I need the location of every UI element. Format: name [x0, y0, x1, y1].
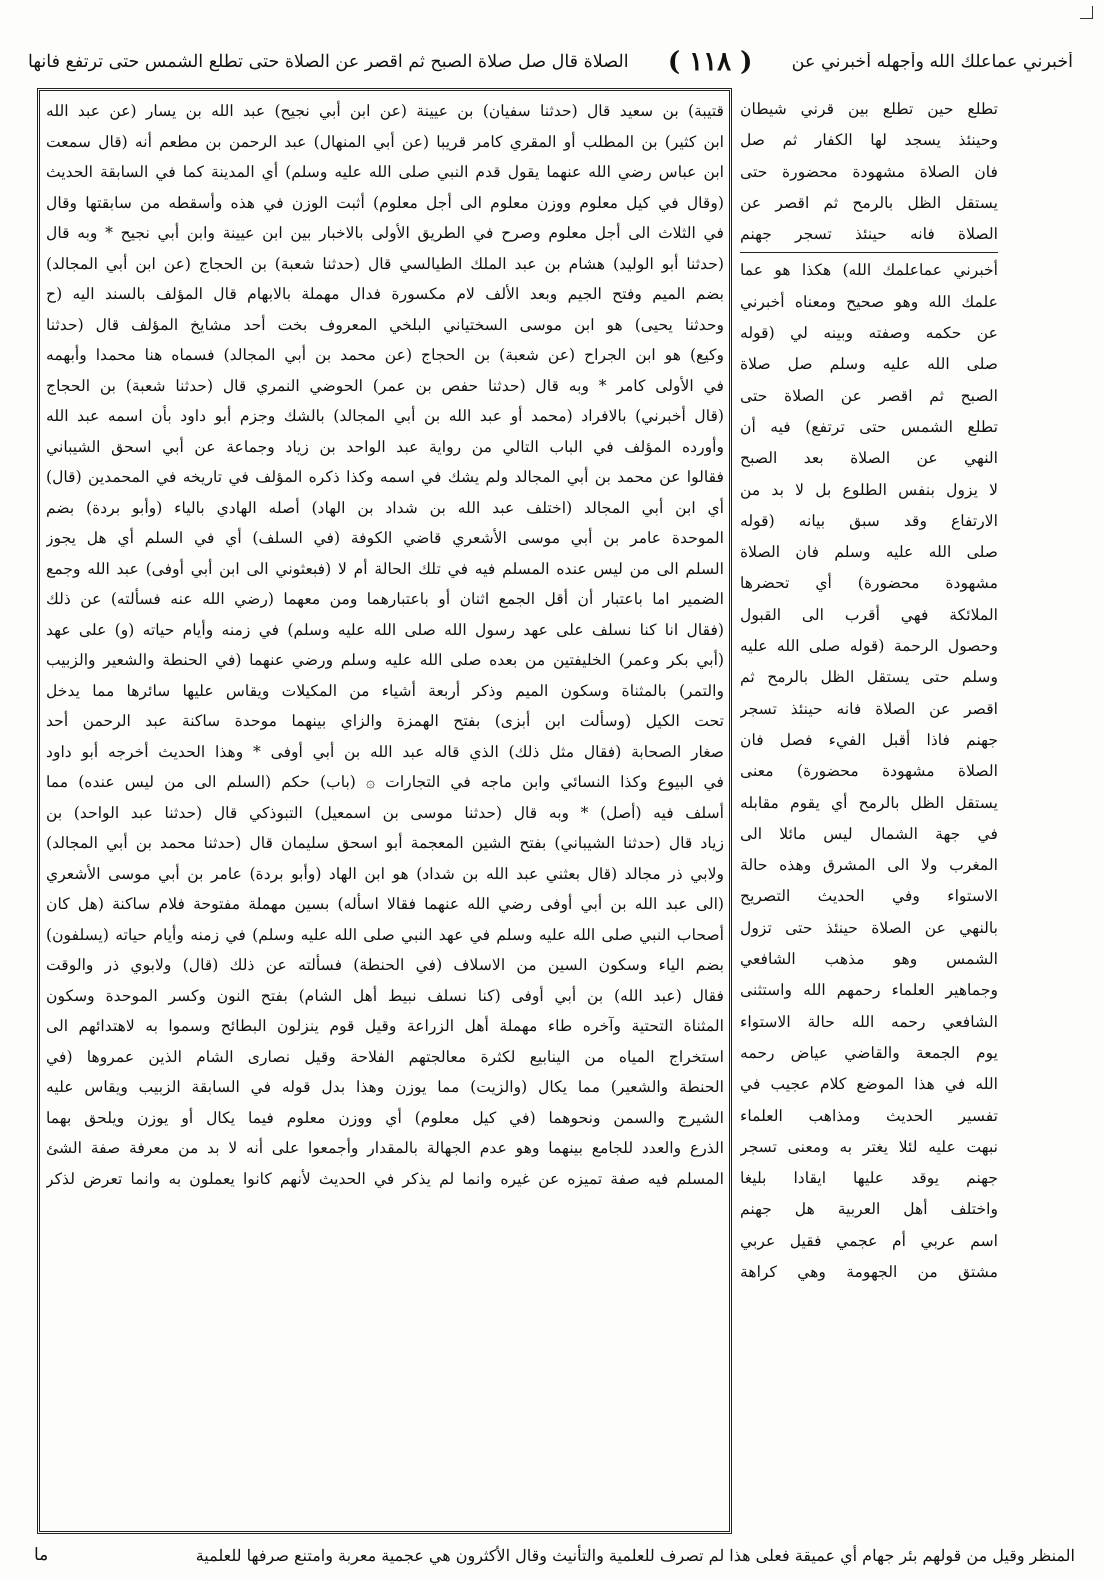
margin-commentary-line: عن حكمه وصفته وبينه لي (قوله	[740, 324, 998, 343]
margin-hadith-line: تطلع حين تطلع بين قرني شيطان	[740, 100, 998, 118]
margin-commentary-line: الله في هذا الموضع كلام عجيب في	[740, 1075, 998, 1094]
margin-commentary-line: علمك الله وهو صحيح ومعناه أخبرني	[740, 292, 998, 311]
main-text-line: فقالوا عن محمد بن أبي المجالد ولم يشك في اسمه وكذا ذكره المؤلف في تاريخه في المحمدين (قال)	[46, 468, 724, 486]
margin-hadith-line: يستقل الظل بالرمح ثم اقصر عن	[740, 193, 998, 212]
margin-hadith-line: وحينئذ يسجد لها الكفار ثم صل	[740, 131, 998, 150]
main-text-line: المثناة التحتية وآخره طاء مهملة أهل الزراعة وقيل قوم ينزلون البطائح وسموا به لاهتدائهم الى	[46, 1017, 724, 1035]
page-header	[28, 40, 1073, 84]
header-running-text-left: الصلاة قال صل صلاة الصبح ثم اقصر عن الصلاة حتى تطلع الشمس حتى ترتفع فانها	[28, 52, 629, 72]
main-text-line: أي ابن أبي المجالد (اختلف عبد الله بن شداد بن الهاد) أصله الهادي بالياء (وأبو بردة) بضم	[46, 498, 724, 517]
margin-commentary-line: وجماهير العلماء رحمهم الله واستثنى	[740, 981, 998, 1000]
margin-commentary-line: صلى الله عليه وسلم فان الصلاة	[740, 543, 998, 562]
main-text-line: (أبي بكر وعمر) الخليفتين من بعده صلى الله عليه وسلم ورضي عنهما (في الحنطة والشعير والزبيب	[46, 651, 724, 669]
margin-commentary-line: نبهت عليه لئلا يغتر به ومعنى تسجر	[740, 1137, 998, 1156]
main-text-line: المسلم فيه صفة تميزه عن غيره وانما لم يذكر في الحديث لأنهم كانوا يعملون به وانما تعرض لذكر	[46, 1169, 724, 1188]
margin-commentary-line: وسلم حتى يستقل الظل بالرمح ثم	[740, 668, 998, 687]
main-text-line: (قال أخبرني) بالافراد (محمد أو عبد الله بن أبي المجالد) بالشك وجزم أبو داود بأن اسمه عبد الله	[46, 407, 724, 425]
main-text-line: وكيع) هو ابن الجراح (عن شعبة) بن الحجاج (عن محمد بن أبي المجالد) فسماه هنا محمدا وأبهمه	[46, 346, 724, 364]
margin-commentary-column	[740, 94, 998, 1534]
main-text-line: وأورده المؤلف في الباب التالي من رواية عبد الواحد بن زياد وجماعة عن أبي اسحق الشيباني	[46, 437, 724, 456]
main-text-line: (وقال في كيل معلوم ووزن معلوم الى أجل معلوم) أثبت الوزن في هذه وأسقطه من سابقتها وقال	[46, 193, 724, 212]
main-text-line: استخراج المياه من الينابيع لكثرة معالجتهم الفلاحة وقيل نصارى الشام الذين عمروها (في	[46, 1047, 724, 1066]
main-text-line: في الأولى كامر * وبه قال (حدثنا حفص بن عمر) الحوضي النمري قال (حدثنا شعبة) بن الحجاج	[46, 376, 724, 395]
margin-commentary-line: جهنم فاذا أقبل الفيء فصل فان	[740, 730, 998, 749]
margin-commentary-line: الصبح ثم اقصر عن الصلاة حتى	[740, 386, 998, 405]
main-text-line: ابن عباس رضي الله عنهما يقول قدم النبي صلى الله عليه وسلم) أي المدينة كما في السابقة الحديث	[46, 163, 724, 181]
main-text-line: صغار الصحابة (فقال مثل ذلك) الذي قاله عبد الله بن أبي أوفى * وهذا الحديث أخرجه أبو داود	[46, 742, 724, 761]
main-text-line: في البيوع وكذا النسائي وابن ماجه في التجارات ۞ (باب) حكم (السلم الى من ليس عنده) مما	[46, 773, 724, 791]
footer-catchline: المنظر وقيل من قولهم بئر جهام أي عميقة فعلى هذا لم تصرف للعلمية والتأنيث وقال الأكثرون هي عجمية معربة وامتنع صرفها للعلمية	[195, 1545, 1075, 1565]
margin-commentary-line: يستقل الظل بالرمح أي يقوم مقابله	[740, 793, 998, 812]
corner-crop-mark	[1080, 6, 1093, 19]
main-text-line: الشيرج والسمن ونحوهما (في كيل معلوم) أي ووزن معلوم فيما يكال أو يوزن ويلحق بهما	[46, 1108, 724, 1127]
margin-commentary-line: بالنهي عن الصلاة حينئذ حتى تزول	[740, 918, 998, 937]
main-text-line: فقال (عبد الله) بن أبي أوفى (كنا نسلف نبيط أهل الشام) بفتح النون وكسر الموحدة وسكون	[46, 986, 724, 1005]
main-text-line: تحت الكيل (وسألت ابن أبزى) بفتح الهمزة والزاي بينهما موحدة ساكنة عبد الرحمن أحد	[46, 712, 724, 730]
margin-commentary-line: تطلع الشمس حتى ترتفع) فيه أن	[740, 417, 998, 436]
margin-commentary-line: النهي عن الصلاة بعد الصبح	[740, 449, 998, 468]
main-text-line: بضم الياء وسكون السين من الاسلاف (في الحنطة) فسألته عن ذلك (قال) ولابوي ذر والوقت	[46, 956, 724, 974]
margin-commentary-line: المغرب ولا الى المشرق وهذه حالة	[740, 856, 998, 875]
header-running-text-right: أخبرني عماعلك الله وأجهله أخبرني عن	[791, 52, 1073, 72]
margin-commentary-line: تفسير الحديث ومذاهب العلماء	[740, 1106, 998, 1125]
margin-commentary-line: اسم عربي أم عجمي فقيل عربي	[740, 1231, 998, 1250]
margin-commentary-line: واختلف أهل العربية هل جهنم	[740, 1200, 998, 1219]
main-text-line: في الثلاث الى أجل معلوم وصرح في الطريق الأولى بالاخبار بين ابن عيينة وابن أبي نجيح * وبه قال	[46, 224, 724, 242]
main-text-line: زياد قال (حدثنا الشيباني) بفتح الشين المعجمة أبو اسحق سليمان قال (حدثنا محمد بن أبي المجالد)	[46, 834, 724, 852]
margin-commentary-line: اقصر عن الصلاة فانه حينئذ تسجر	[740, 699, 998, 718]
page-footer	[30, 1540, 1075, 1570]
main-text-line: (الى عبد الله بن أبي أوفى رضي الله عنهما فقالا اسأله) بسين مهملة مفتوحة فلام ساكنة (هل كان	[46, 895, 724, 913]
margin-commentary-line: يوم الجمعة والقاضي عياض رحمه	[740, 1043, 998, 1062]
footer-signature-word: ما	[34, 1545, 49, 1565]
main-text-line: الضمير اما باعتبار أن أقل الجمع اثنان أو باعتبارهما ومن معهما (رضي الله عنه فسألته) عن ذلك	[46, 590, 724, 608]
margin-commentary-line: صلى الله عليه وسلم صل صلاة	[740, 355, 998, 374]
main-text-column	[46, 96, 724, 1528]
margin-commentary-line: مشهودة محضورة) أي تحضرها	[740, 574, 998, 593]
margin-commentary-line: أخبرني عماعلمك الله) هكذا هو عما	[740, 261, 998, 280]
margin-commentary-line: لا يزول بنفس الطلوع بل لا بد من	[740, 480, 998, 499]
margin-commentary-line: الصلاة مشهودة محضورة) معنى	[740, 762, 998, 781]
margin-commentary-line: الشافعي رحمه الله حالة الاستواء	[740, 1012, 998, 1031]
main-text-line: الذرع والعدد للجامع بينهما وهو عدم الجهالة بالمقدار وأجمعوا على أنه لا بد من معرفة صفة الشئ	[46, 1139, 724, 1157]
main-text-line: أسلف فيه (أصل) * وبه قال (حدثنا موسى بن اسمعيل) التبوذكي قال (حدثنا عبد الواحد) بن	[46, 803, 724, 822]
main-text-line: والتمر) بالمثناة وسكون الميم وذكر أربعة أشياء من المكيلات ويقاس عليها سائرها مما يدخل	[46, 681, 724, 700]
main-text-line: ابن كثير) بن المطلب أو المقري كامر قريبا (عن أبي المنهال) عبد الرحمن بن مطعم أنه (قال سمعت	[46, 132, 724, 151]
main-text-line: الحنطة والشعير) مما يكال (والزيت) مما يوزن وهذا بدل قوله في السابقة الزبيب ويقاس عليه	[46, 1078, 724, 1096]
margin-commentary-line: الاستواء وفي الحديث التصريح	[740, 887, 998, 906]
main-text-line: (حدثنا أبو الوليد) هشام بن عبد الملك الطيالسي قال (حدثنا شعبة) بن الحجاج (عن ابن أبي المجالد)	[46, 254, 724, 273]
main-text-line: بضم الميم وفتح الجيم وبعد الألف لام مكسورة فدال مهملة بالابهام قال المؤلف بالسند اليه (ح	[46, 285, 724, 303]
margin-commentary-line: جهنم يوقد عليها ايقادا بليغا	[740, 1169, 998, 1188]
main-text-line: أصحاب النبي صلى الله عليه وسلم في عهد النبي صلى الله عليه وسلم) في زمنه وأيام حياته (يسلفون)	[46, 925, 724, 944]
margin-hadith-line: الصلاة فانه حينئذ تسجر جهنم	[740, 225, 998, 244]
margin-commentary-line: وحصول الرحمة (قوله صلى الله عليه	[740, 637, 998, 656]
main-text-line: السلم الى من ليس عنده المسلم فيه في تلك الحالة أم لا (فبعثوني الى ابن أبي أوفى) عبد الله وجمع	[46, 559, 724, 578]
margin-hadith-line: فان الصلاة مشهودة محضورة حتى	[740, 162, 998, 181]
main-text-line: (فقال انا كنا نسلف على عهد رسول الله صلى الله عليه وسلم) في زمنه وأيام حياته (و) على عهد	[46, 620, 724, 639]
main-text-line: وحدثنا يحيى) هو ابن موسى السختياني البلخي المعروف بخت أحد مشايخ المؤلف قال (حدثنا	[46, 315, 724, 334]
margin-commentary-line: الشمس وهو مذهب الشافعي	[740, 950, 998, 969]
main-text-line: قتيبة) بن سعيد قال (حدثنا سفيان) بن عيينة (عن ابن أبي نجيح) عبد الله بن يسار (عن عبد الله	[46, 102, 724, 120]
margin-commentary-line: الارتفاع وقد سبق بيانه (قوله	[740, 511, 998, 530]
page-number: ( ١١٨ )	[667, 47, 753, 77]
margin-commentary-line: في جهة الشمال ليس مائلا الى	[740, 824, 998, 843]
margin-divider	[740, 252, 998, 253]
margin-commentary-line: الملائكة فهي أقرب الى القبول	[740, 605, 998, 624]
main-text-line: الموحدة عامر بن أبي موسى الأشعري قاضي الكوفة (في السلف) أي في السلم أي هل يجوز	[46, 529, 724, 547]
margin-commentary-line: مشتق من الجهومة وهي كراهة	[740, 1262, 998, 1281]
main-text-line: ولابي ذر مجالد (قال بعثني عبد الله بن شداد) هو ابن الهاد (وأبو بردة) عامر بن أبي موسى الأشعري	[46, 864, 724, 883]
